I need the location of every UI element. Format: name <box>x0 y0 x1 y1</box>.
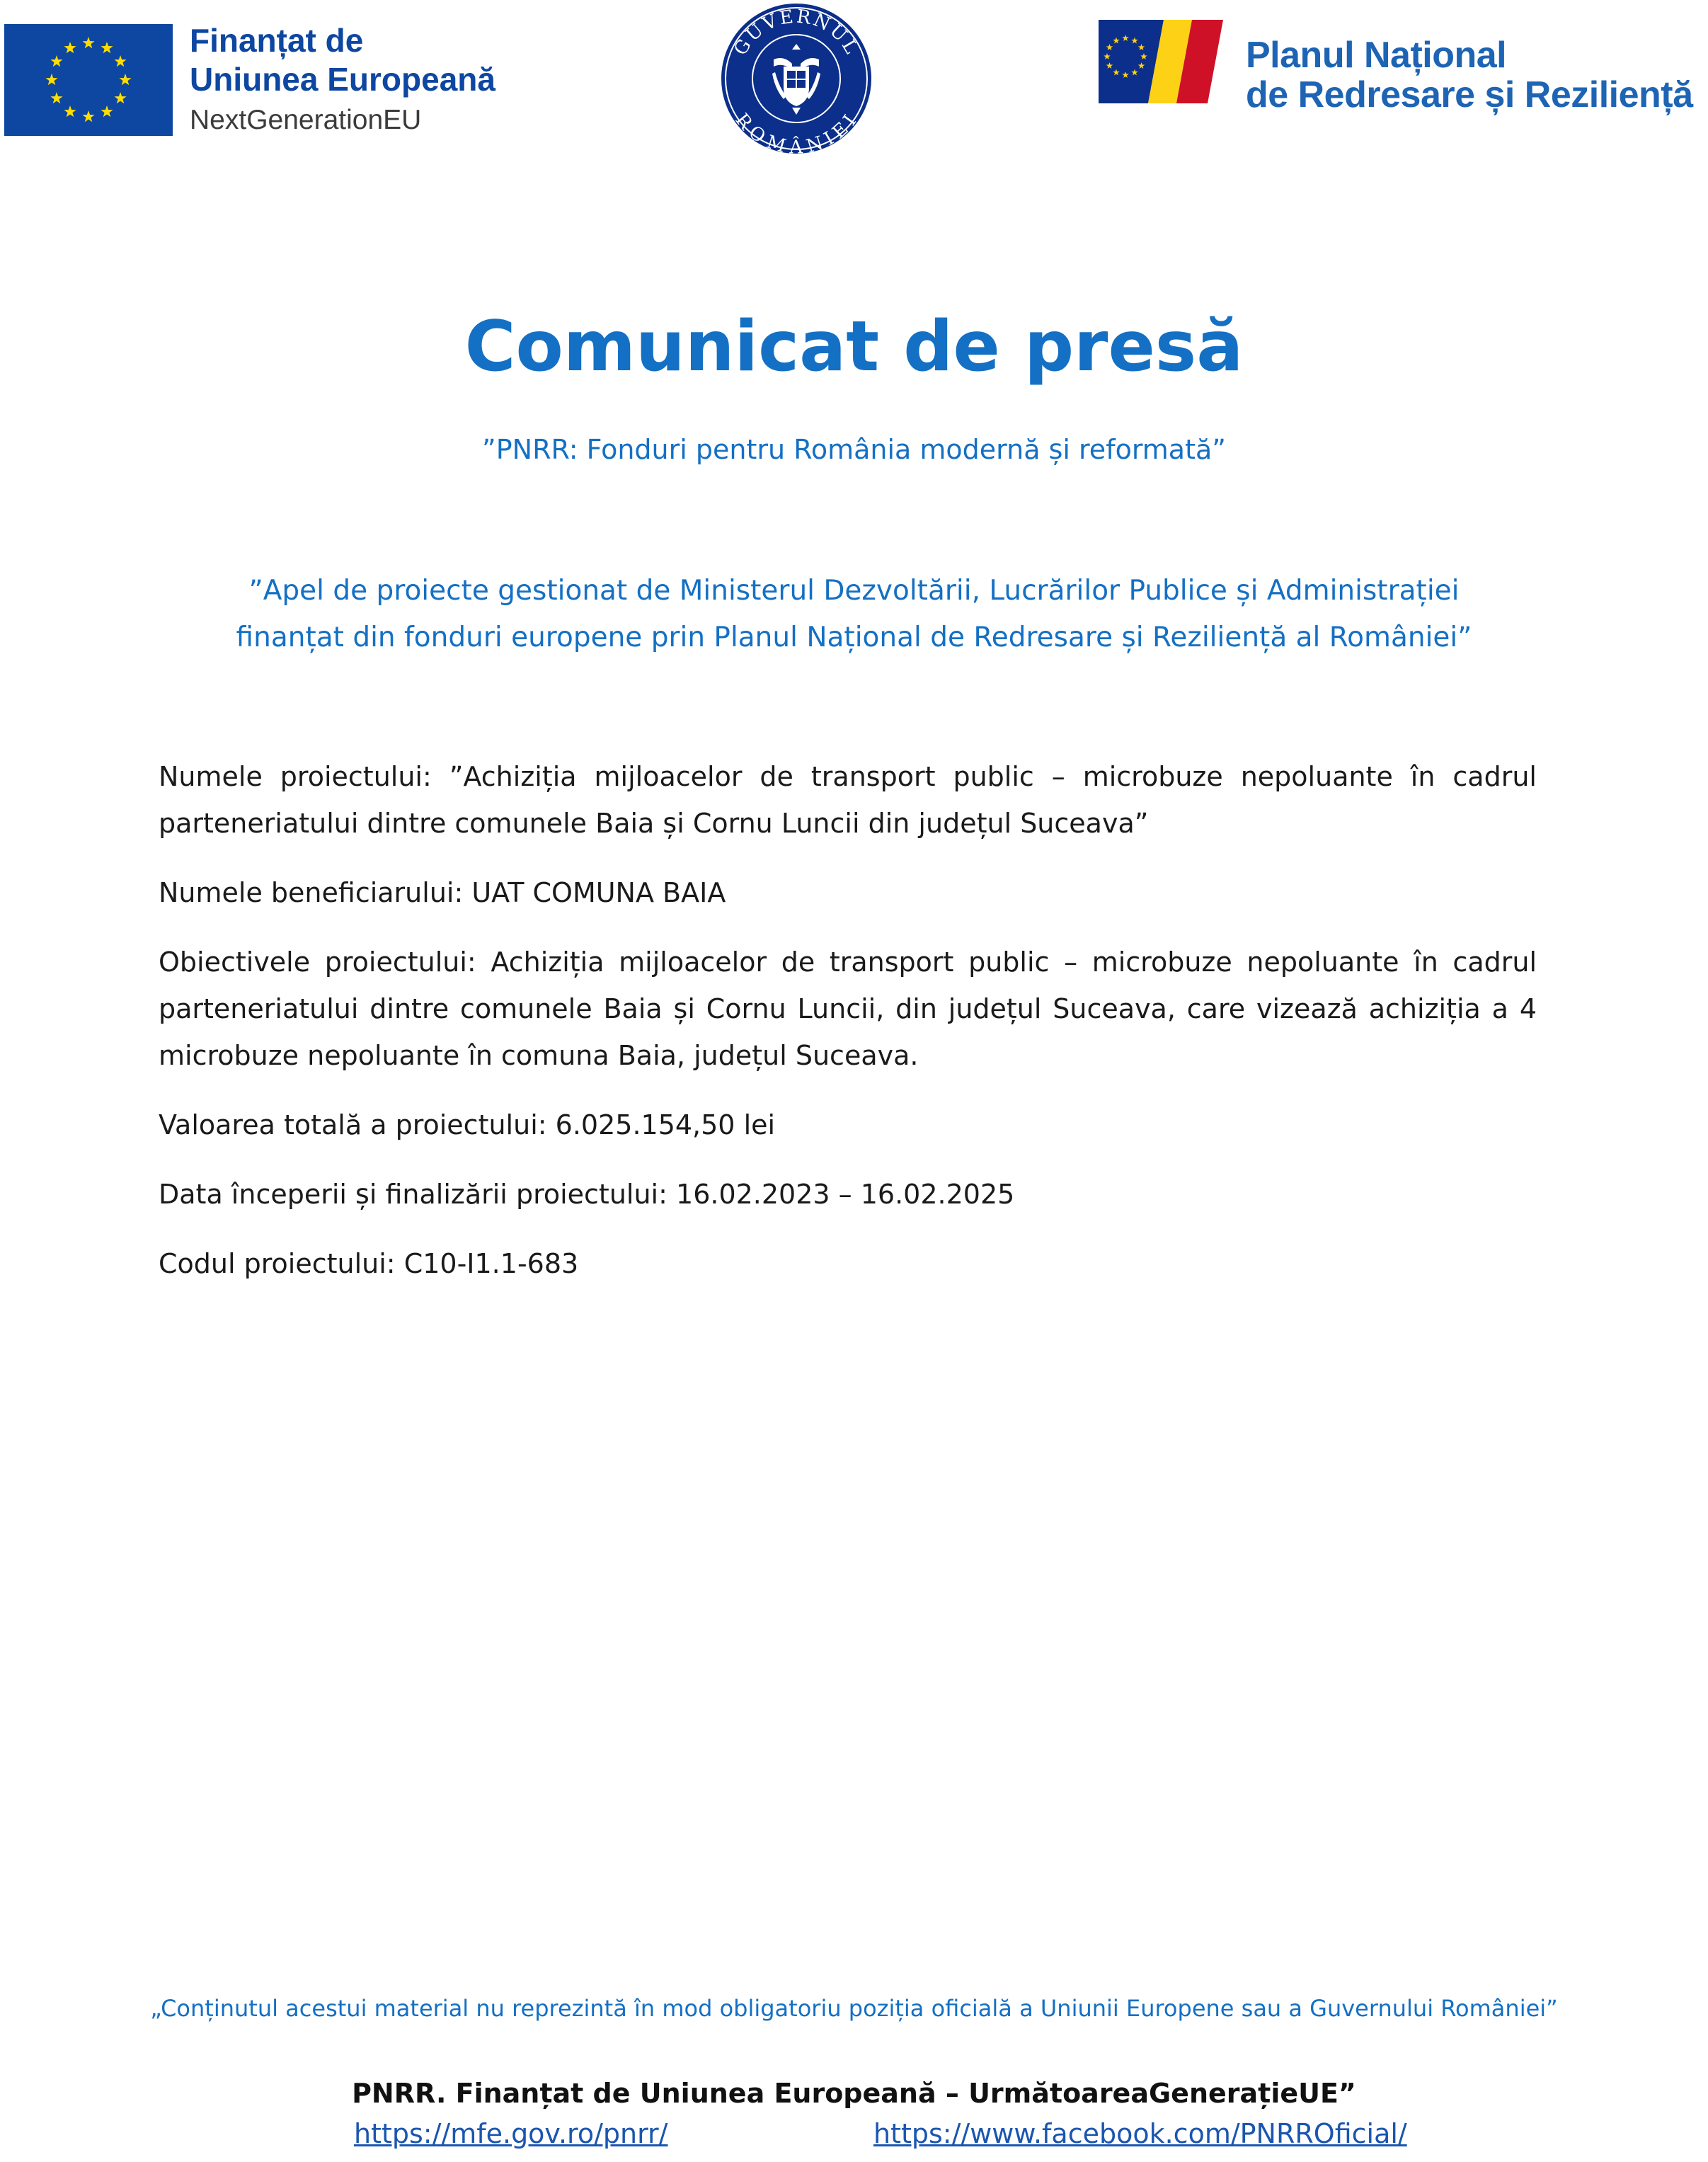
footer-links <box>0 2114 1708 2156</box>
call-line-2: finanțat din fonduri europene prin Planul Național de Redresare și Reziliență al României” <box>236 622 1472 653</box>
field-label: Valoarea totală a proiectului: <box>159 1109 547 1140</box>
field-label: Codul proiectului: <box>159 1248 396 1279</box>
field-value: UAT COMUNA BAIA <box>471 877 726 908</box>
eu-logo-text <box>190 21 495 142</box>
pnrr-logo-line1: Planul Național <box>1246 35 1507 76</box>
footer-disclaimer: „Conținutul acestui material nu reprezintă în mod obligatoriu poziția oficială a Uniunii Europene sau a Guvernului României” <box>150 1995 1558 2022</box>
field-value: ”Achiziția mijloacelor de transport public – microbuze nepoluante în cadrul parteneriatului dintre comunele Baia și Cornu Luncii din județul Suceava” <box>159 761 1537 839</box>
pnrr-logo-text <box>1246 35 1693 115</box>
page-title: Comunicat de presă <box>464 307 1244 387</box>
field-value: C10-I1.1-683 <box>403 1248 579 1279</box>
project-details <box>159 753 1537 1310</box>
call-for-projects <box>85 568 1623 661</box>
eu-logo-line3: NextGenerationEU <box>190 105 422 135</box>
eu-logo-line1: Finanțat de <box>190 22 364 59</box>
eu-flag-icon <box>4 24 173 136</box>
field-value: Achiziția mijloacelor de transport public – microbuze nepoluante în cadrul parteneriatului dintre comunele Baia și Cornu Luncii, din județul Suceava, care vizează achiziția a 4 microbuze nepoluante în comuna Baia, județul Suceava. <box>159 946 1537 1071</box>
field-total-value <box>159 1102 1537 1148</box>
mfe-pnrr-link[interactable]: https://mfe.gov.ro/pnrr/ <box>354 2118 668 2149</box>
call-line-1: ”Apel de proiecte gestionat de Ministerul Dezvoltării, Lucrărilor Publice și Administrației <box>248 575 1460 607</box>
romanian-government-seal-icon <box>718 1 874 156</box>
seal-top-text: GUVERNUL <box>730 6 863 59</box>
pnrr-logo <box>1099 16 1707 129</box>
field-dates <box>159 1171 1537 1218</box>
field-project-code <box>159 1240 1537 1287</box>
pnrr-flag-icon <box>1099 20 1240 103</box>
field-project-name <box>159 753 1537 847</box>
field-label: Numele proiectului: <box>159 761 432 792</box>
field-label: Obiectivele proiectului: <box>159 946 476 978</box>
program-subtitle: ”PNRR: Fonduri pentru România modernă și reformată” <box>482 434 1226 465</box>
eu-funding-logo <box>4 24 528 139</box>
footer-tagline: PNRR. Finanțat de Uniunea Europeană – UrmătoareaGenerațieUE” <box>352 2078 1356 2109</box>
field-beneficiary <box>159 869 1537 916</box>
field-label: Numele beneficiarului: <box>159 877 464 908</box>
eu-logo-line2: Uniunea Europeană <box>190 61 495 98</box>
field-label: Data începerii și finalizării proiectului: <box>159 1179 667 1210</box>
field-value: 16.02.2023 – 16.02.2025 <box>676 1179 1015 1210</box>
seal-bottom-text: ROMÂNIEI <box>730 109 862 156</box>
field-value: 6.025.154,50 lei <box>555 1109 776 1140</box>
pnrr-logo-line2: de Redresare și Reziliență <box>1246 74 1693 115</box>
facebook-pnrr-link[interactable]: https://www.facebook.com/PNRROficial/ <box>873 2118 1407 2149</box>
field-objectives <box>159 939 1537 1079</box>
